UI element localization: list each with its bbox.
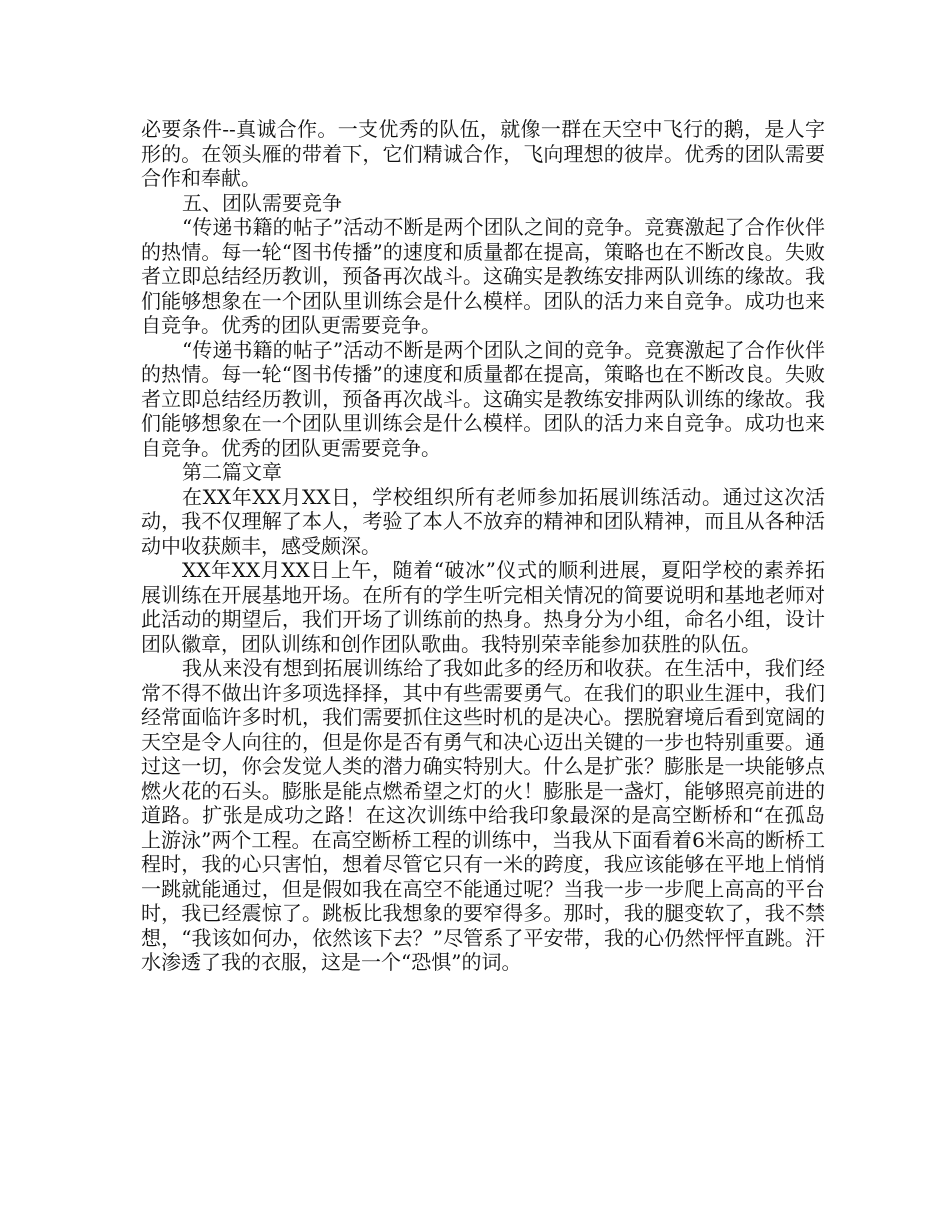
document-page bbox=[141, 117, 825, 975]
section-heading-competition: 五、团队需要竞争 bbox=[182, 190, 342, 215]
paragraph-book-passing-2: “传递书籍的帖子”活动不断是两个团队之间的竞争。竞赛激起了合作伙伴的热情。每一轮“图书传播”的速度和质量都在提高，策略也在不断改良。失败者立即总结经历教训，预备再次战斗。这确实是教练安排两队训练的缘故。我们能够想象在一个团队里训练会是什么模样。团队的活力来自竞争。成功也来自竞争。优秀的团队更需要竞争。 bbox=[141, 337, 825, 460]
paragraph-training-intro: 在XX年XX月XX日，学校组织所有老师参加拓展训练活动。通过这次活动，我不仅理解了本人，考验了本人不放弃的精神和团队精神，而且从各种活动中收获颇丰，感受颇深。 bbox=[141, 484, 825, 558]
paragraph-experience: 我从来没有想到拓展训练给了我如此多的经历和收获。在生活中，我们经常不得不做出许多项选择择，其中有些需要勇气。在我们的职业生涯中，我们经常面临许多时机，我们需要抓住这些时机的是决心。摆脱窘境后看到宽阔的天空是令人向往的，但是你是否有勇气和决心迈出关键的一步也特别重要。通过这一切，你会发觉人类的潜力确实特别大。什么是扩张？膨胀是一块能够点燃火花的石头。膨胀是能点燃希望之灯的火！膨胀是一盏灯，能够照亮前进的道路。扩张是成功之路！在这次训练中给我印象最深的是高空断桥和“在孤岛上游泳”两个工程。在高空断桥工程的训练中，当我从下面看着6米高的断桥工程时，我的心只害怕，想着尽管它只有一米的跨度，我应该能够在平地上悄悄一跳就能通过，但是假如我在高空不能通过呢？当我一步一步爬上高高的平台时，我已经震惊了。跳板比我想象的要窄得多。那时，我的腿变软了，我不禁想，“我该如何办，依然该下去？”尽管系了平安带，我的心仍然怦怦直跳。汗水渗透了我的衣服，这是一个“恐惧”的词。 bbox=[141, 656, 825, 974]
paragraph-teamwork-conclusion: 必要条件--真诚合作。一支优秀的队伍，就像一群在天空中飞行的鹅，是人字形的。在领头雁的带着下，它们精诚合作，飞向理想的彼岸。优秀的团队需要合作和奉献。 bbox=[141, 117, 825, 190]
section-heading-second-article: 第二篇文章 bbox=[182, 460, 282, 484]
paragraph-book-passing-1: “传递书籍的帖子”活动不断是两个团队之间的竞争。竞赛激起了合作伙伴的热情。每一轮“图书传播”的速度和质量都在提高，策略也在不断改良。失败者立即总结经历教训，预备再次战斗。这确实是教练安排两队训练的缘故。我们能够想象在一个团队里训练会是什么模样。团队的活力来自竞争。成功也来自竞争。优秀的团队更需要竞争。 bbox=[141, 215, 825, 337]
paragraph-icebreaker: XX年XX月XX日上午，随着“破冰”仪式的顺利进展，夏阳学校的素养拓展训练在开展基地开场。在所有的学生听完相关情况的简要说明和基地老师对此活动的期望后，我们开场了训练前的热身。热身分为小组，命名小组，设计团队徽章，团队训练和创作团队歌曲。我特别荣幸能参加获胜的队伍。 bbox=[141, 558, 825, 656]
